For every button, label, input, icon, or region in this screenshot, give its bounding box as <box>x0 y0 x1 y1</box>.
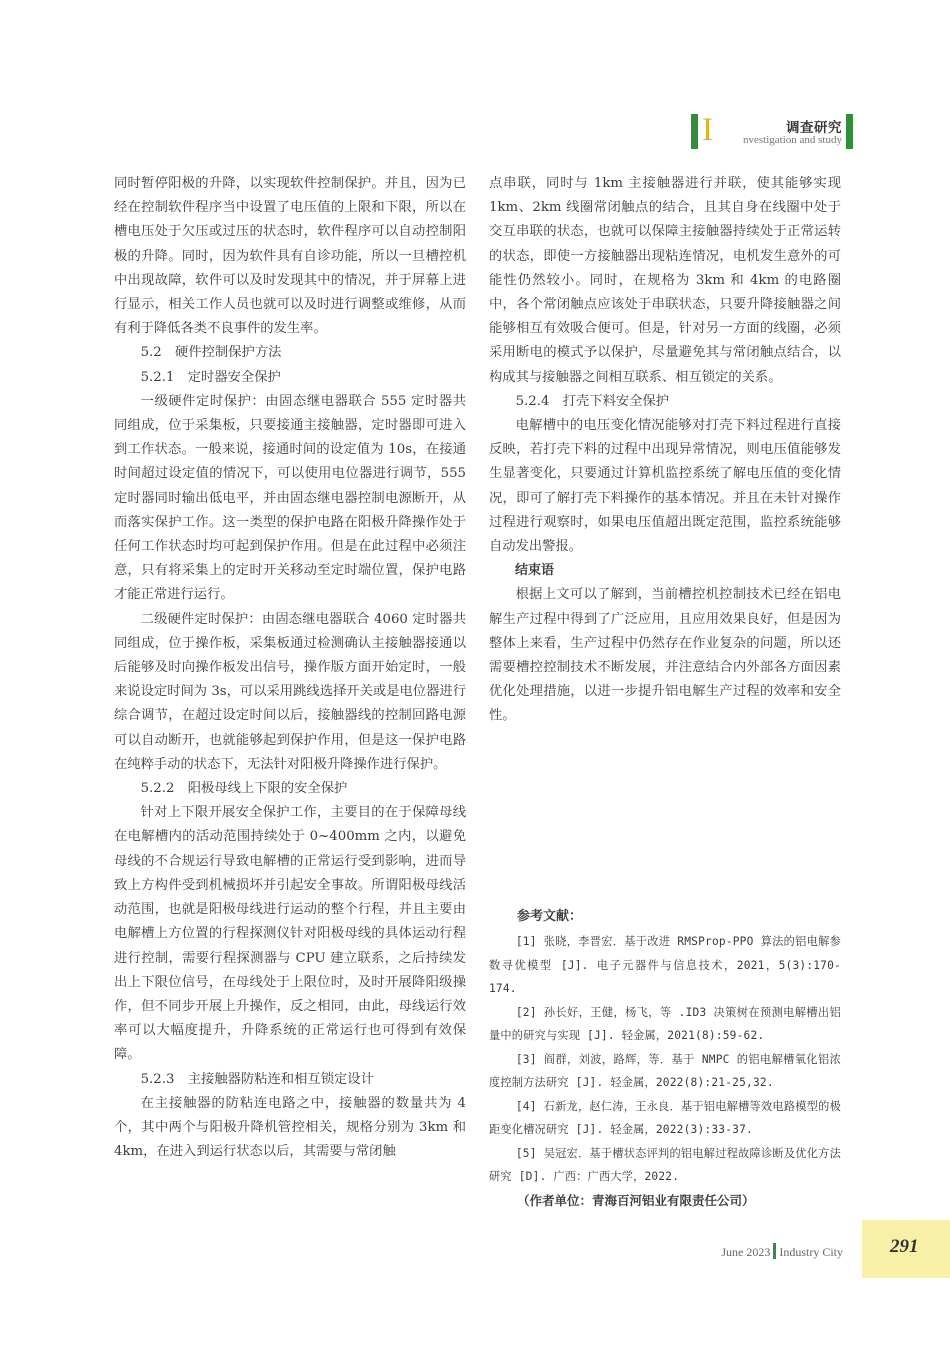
paragraph: 二级硬件定时保护：由固态继电器联合 4060 定时器共同组成，位于操作板，采集板通过检测确认主接触器接通以后能够及时向操作板发出信号，操作版方面开始定时，一般来说设定时间为 3s，可以采用跳线选择开关或是电位器进行综合调节，在超过设定时间以后，接触器线的控制回路电源可以自动断开，也就能够起到保护作用，但是这一保护电路在纯粹手动的状态下，无法针对阳极升降操作进行保护。 <box>114 611 466 772</box>
paragraph: 根据上文可以了解到，当前槽控机控制技术已经在铝电解生产过程中得到了广泛应用，且应用效果良好，但是因为整体上来看，生产过程中仍然存在作业复杂的问题，所以还需要槽控控制技术不断发展，并注意结合内外部各方面因素优化处理措施，以进一步提升铝电解生产过程的效率和安全性。 <box>489 587 841 724</box>
footer-date: June 2023 <box>721 1245 771 1259</box>
paragraph: 电解槽中的电压变化情况能够对打壳下料过程进行直接反映，若打壳下料的过程中出现异常情况，则电压值能够发生显著变化，只要通过计算机监控系统了解电压值的变化情况，即可了解打壳下料操作的基本情况。并且在未针对操作过程进行观察时，如果电压值超出既定范围，监控系统能够自动发出警报。 <box>489 418 841 555</box>
paragraph: 针对上下限开展安全保护工作，主要目的在于保障母线在电解槽内的活动范围持续处于 0~400mm 之内，以避免母线的不合规运行导致电解槽的正常运行受到影响，进而导致上方构件受到机械损坏并引起安全事故。所谓阳极母线活动范围，也就是阳极母线进行运动的整个行程，并且主要由电解槽上方位置的行程探测仪针对阳极母线的具体运动行程进行控制，需要行程探测器与 CPU 建立联系，之后持续发出上下限位信号，在母线处于上限位时，及时开展降阳级操作，但不同步开展上升操作，反之相同，由此，母线运行效率可以大幅度提升，升降系统的正常运行也可得到有效保障。 <box>114 805 466 1063</box>
left-column <box>114 172 466 1164</box>
header-initial-letter: I <box>702 112 713 148</box>
paragraph: 点串联，同时与 1km 主接触器进行并联，使其能够实现 1km、2km 线圈常闭触点的结合，且其自身在线圈中处于交互串联的状态，也就可以保障主接触器持续处于正常运转的状态，即使一方接触器出现粘连情况，电机发生意外的可能性仍然较小。同时，在规格为 3km 和 4km 的电路圈中，各个常闭触点应该处于串联状态，只要升降接触器之间能够相互有效吸合便可。但是，针对另一方面的线圈，必须采用断电的模式予以保护，尽量避免其与常闭触点结合，以构成其与接触器之间相互联系、相互锁定的关系。 <box>489 176 841 385</box>
references <box>489 905 841 1209</box>
page-footer <box>721 1243 843 1260</box>
reference-item: [3] 阎群，刘波，路辉，等．基于 NMPC 的铝电解槽氧化铝浓度控制方法研究 [J]. 轻金属，2022(8):21-25,32. <box>489 1052 841 1089</box>
paragraph: 同时暂停阳极的升降，以实现软件控制保护。并且，因为已经在控制软件程序当中设置了电压值的上限和下限，所以在槽电压处于欠压或过压的状态时，软件程序可以自动控制阳极的升降。同时，因为软件具有自诊功能，所以一旦槽控机中出现故障，软件可以及时发现其中的情况，并于屏幕上进行显示，相关工作人员也就可以及时进行调整或维修，从而有利于降低各类不良事件的发生率。 <box>114 176 466 337</box>
references-heading: 参考文献： <box>517 909 583 924</box>
section-heading-5-2: 5.2 硬件控制保护方法 <box>140 345 282 361</box>
header-title-en: nvestigation and study <box>743 134 842 146</box>
paragraph: 在主接触器的防粘连电路之中，接触器的数量共为 4 个，其中两个与阳极升降机管控相关，规格分别为 3km 和 4km，在进入到运行状态以后，其需要与常闭触 <box>114 1095 466 1160</box>
right-column <box>489 172 841 729</box>
section-heading-5-2-1: 5.2.1 定时器安全保护 <box>140 369 281 385</box>
page-number: 291 <box>890 1236 919 1257</box>
header-right-bar <box>846 114 853 149</box>
paragraph: 一级硬件定时保护：由固态继电器联合 555 定时器共同组成，位于采集板，只要接通主接触器，定时器即可进入到工作状态。一般来说，接通时间的设定值为 10s，在接通时间超过设定值的情况下，可以使用电位器进行调节，555 定时器同时输出低电平，并由固态继电器控制电源断开，从而落实保护工作。这一类型的保护电路在阳极升降操作处于任何工作状态时均可起到保护作用。但是在此过程中必须注意，只有将采集上的定时开关移动至定时端位置，保护电路才能正常进行运行。 <box>114 393 466 603</box>
header-title-cn: 调查研究 <box>786 120 842 136</box>
reference-item: [1] 张晓，李晋宏．基于改进 RMSProp-PPO 算法的铝电解参数寻优模型 [J]. 电子元器件与信息技术，2021，5(3):170-174. <box>489 935 841 995</box>
section-heading-5-2-4: 5.2.4 打壳下料安全保护 <box>515 393 670 409</box>
section-heading-5-2-3: 5.2.3 主接触器防粘连和相互锁定设计 <box>140 1071 374 1087</box>
reference-item: [4] 石新龙，赵仁涛，王永良．基于铝电解槽等效电路模型的极距变化槽况研究 [J]. 轻金属，2022(3):33-37. <box>489 1099 841 1136</box>
footer-journal: Industry City <box>779 1245 843 1259</box>
reference-item: [5] 吴冠宏．基于槽状态评判的铝电解过程故障诊断及优化方法研究 [D]. 广西：广西大学，2022. <box>489 1146 841 1183</box>
footer-separator <box>773 1243 776 1259</box>
page-number-box <box>862 1220 950 1278</box>
conclusion-heading: 结束语 <box>515 563 555 579</box>
section-heading-5-2-2: 5.2.2 阳极母线上下限的安全保护 <box>140 781 348 797</box>
header-left-bar <box>691 114 698 149</box>
reference-item: [2] 孙长好，王健，杨飞，等 .ID3 决策树在预测电解槽出铝量中的研究与实现 [J]. 轻金属，2021(8):59-62. <box>489 1005 841 1042</box>
author-affiliation: （作者单位：青海百河铝业有限责任公司） <box>517 1192 755 1208</box>
